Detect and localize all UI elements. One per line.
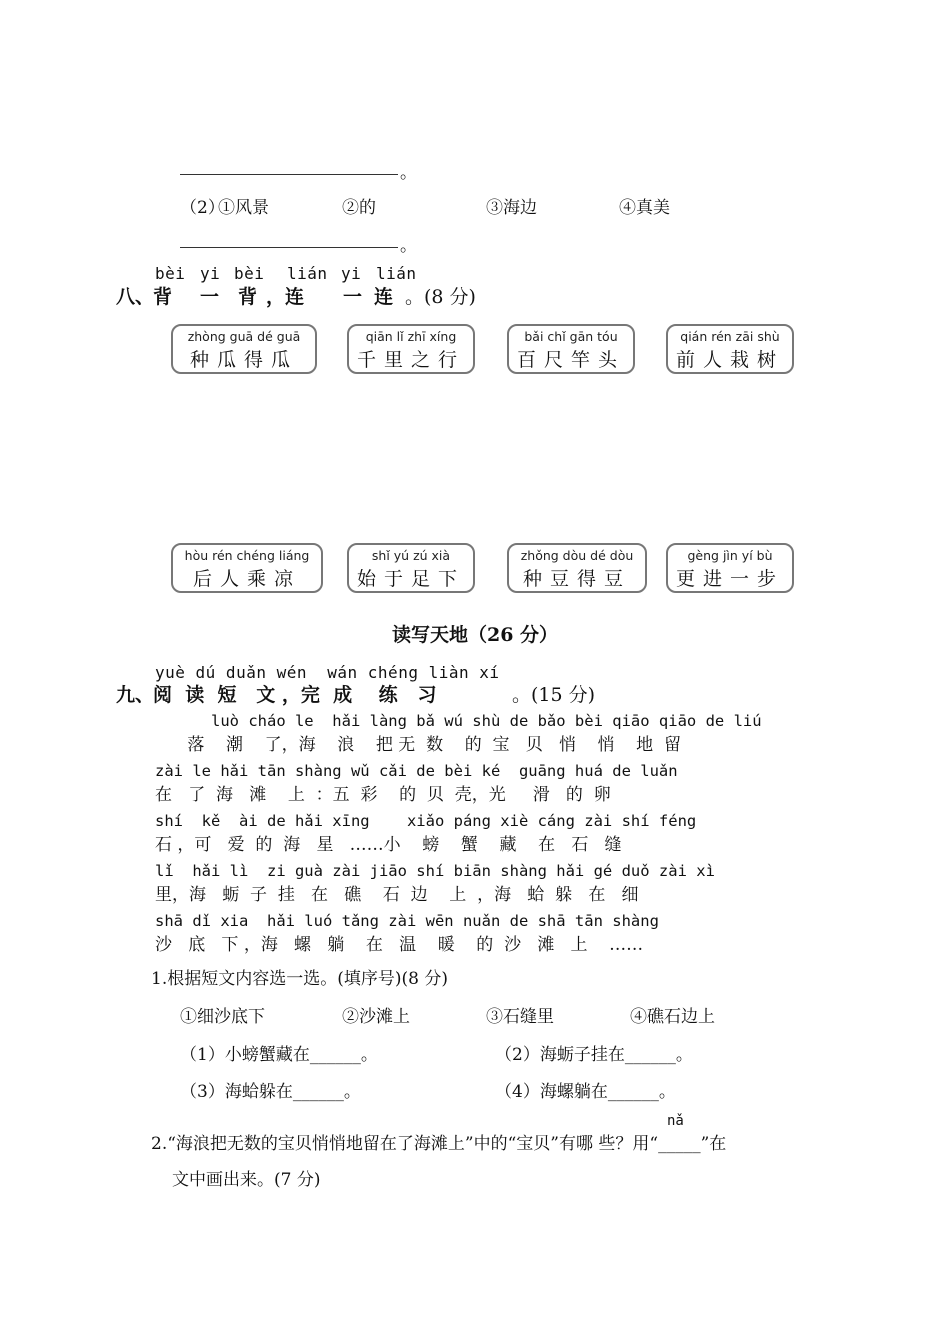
period-1: 。 — [400, 163, 417, 183]
q9-pinyin: yuè dú duǎn wén wán chéng liàn xí — [155, 663, 500, 682]
idiom-card-bottom-2[interactable] — [347, 543, 475, 593]
idiom-card-bottom-1[interactable] — [171, 543, 323, 593]
q8-pinyin-4: lián — [287, 264, 328, 283]
idiom-card-bottom-4[interactable] — [666, 543, 794, 593]
sub1-prompt: 1.根据短文内容选一选。(填序号)(8 分) — [151, 969, 448, 989]
q8-number: 八、 — [116, 286, 155, 308]
passage-text-2: 在 了 海 滩 上 ：五 彩 的 贝 壳，光 滑 的 卵 — [155, 785, 611, 805]
q8-pinyin-6: lián — [376, 264, 417, 283]
sub1-option-2: ②沙滩上 — [342, 1007, 410, 1027]
sub1-option-3: ③石缝里 — [486, 1007, 554, 1027]
passage-pinyin-2: zài le hǎi tān shàng wǔ cǎi de bèi ké guāng huá de luǎn — [155, 762, 678, 780]
card-pinyin: zhòng guā dé guā — [187, 329, 301, 344]
q8-pinyin-1: bèi — [155, 264, 186, 283]
q9-number: 九、 — [116, 684, 155, 706]
card-text: 更进一步 — [675, 568, 784, 590]
q8-pinyin-2: yi — [200, 264, 221, 283]
sub1-item-4[interactable]: （4）海螺躺在______。 — [495, 1082, 676, 1102]
answer-line-2[interactable] — [180, 247, 398, 248]
card-pinyin: qiān lǐ zhī xíng — [365, 329, 457, 344]
q7-option-1: ①风景 — [218, 198, 269, 218]
sub1-item-3[interactable]: （3）海蛤躲在______。 — [180, 1082, 361, 1102]
passage-text-4: 里，海 蛎 子 挂 在 礁 石 边 上 ，海 蛤 躲 在 细 — [155, 885, 639, 905]
passage-text-3: 石 ，可 爱 的 海 星 ……小 螃 蟹 藏 在 石 缝 — [155, 835, 622, 855]
sub2-line-1: 2.“海浪把无数的宝贝悄悄地留在了海滩上”中的“宝贝”有哪 些？用“_____”在 — [151, 1134, 727, 1154]
q7-option-4: ④真美 — [619, 198, 670, 218]
sub1-option-4: ④礁石边上 — [630, 1007, 715, 1027]
passage-pinyin-3: shí kě ài de hǎi xīng xiǎo páng xiè cáng zài shí féng — [155, 812, 697, 830]
idiom-card-bottom-3[interactable] — [507, 543, 647, 593]
answer-line-1[interactable] — [180, 174, 398, 175]
card-text: 后人乘凉 — [192, 568, 301, 590]
idiom-card-top-4[interactable] — [666, 324, 794, 374]
idiom-card-top-3[interactable] — [507, 324, 635, 374]
card-pinyin: hòu rén chéng liáng — [184, 548, 310, 563]
q8-char-4: ，连 — [266, 286, 305, 308]
q9-score: 。(15 分) — [512, 684, 596, 706]
sub1-item-2[interactable]: （2）海蛎子挂在______。 — [495, 1045, 693, 1065]
card-text: 种瓜得瓜 — [189, 349, 298, 371]
card-text: 千里之行 — [356, 349, 465, 371]
passage-pinyin-1: luò cháo le hǎi làng bǎ wú shù de bǎo bèi qiāo qiāo de liú — [155, 712, 762, 730]
idiom-card-top-1[interactable] — [171, 324, 317, 374]
card-pinyin: qián rén zāi shù — [680, 329, 780, 344]
part-title: 读写天地（26 分） — [391, 624, 559, 646]
idiom-card-top-2[interactable] — [347, 324, 475, 374]
card-text: 前人栽树 — [675, 349, 784, 371]
card-text: 百尺竿头 — [516, 349, 625, 371]
q8-char-3: 背 — [238, 286, 258, 308]
q8-char-6: 连 — [374, 286, 394, 308]
q8-char-2: 一 — [200, 286, 220, 308]
q8-pinyin-5: yi — [341, 264, 362, 283]
q9-title: 阅 读 短 文 ，完 成 练 习 — [153, 684, 437, 706]
passage-pinyin-4: lǐ hǎi lì zi guà zài jiāo shí biān shàng hǎi gé duǒ zài xì — [155, 862, 715, 880]
passage-text-1: 落 潮 了，海 浪 把 无 数 的 宝 贝 悄 悄 地 留 — [155, 735, 681, 755]
sub1-item-1[interactable]: （1）小螃蟹藏在______。 — [180, 1045, 378, 1065]
sub2-pinyin-annotation: nǎ — [667, 1113, 684, 1129]
card-pinyin: gèng jìn yí bù — [687, 548, 773, 563]
sub2-line-2: 文中画出来。(7 分) — [172, 1170, 321, 1190]
q7-option-2: ②的 — [342, 198, 376, 218]
q7-option-3: ③海边 — [486, 198, 537, 218]
passage-text-5: 沙 底 下 ，海 螺 躺 在 温 暖 的 沙 滩 上 …… — [155, 935, 644, 955]
card-text: 种豆得豆 — [522, 568, 631, 590]
q8-pinyin-3: bèi — [234, 264, 265, 283]
card-text: 始于足下 — [356, 568, 465, 590]
q8-char-1: 背 — [153, 286, 173, 308]
period-2: 。 — [400, 236, 417, 256]
card-pinyin: bǎi chǐ gān tóu — [524, 329, 618, 344]
sub1-option-1: ①细沙底下 — [180, 1007, 265, 1027]
q8-char-5: 一 — [343, 286, 363, 308]
q7-item2-prefix: （2） — [180, 198, 225, 218]
q8-score: 。(8 分) — [405, 286, 476, 308]
passage-pinyin-5: shā dǐ xia hǎi luó tǎng zài wēn nuǎn de shā tān shàng — [155, 912, 659, 930]
card-pinyin: shǐ yú zú xià — [371, 548, 451, 563]
card-pinyin: zhǒng dòu dé dòu — [520, 548, 634, 563]
